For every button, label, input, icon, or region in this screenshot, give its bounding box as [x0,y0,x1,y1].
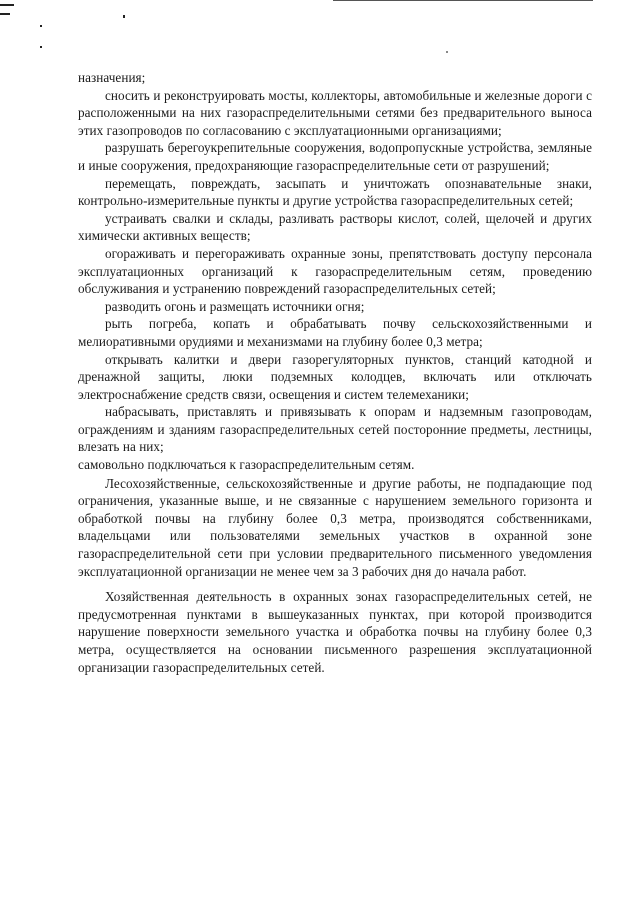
paragraph: сносить и реконструировать мосты, коллекторы, автомобильные и железные дороги с расположенными на них газораспределительными сетями без предварительного выноса этих газопроводов по согласованию с эксплуатационными организациями; [78,87,592,138]
scan-dot [446,51,448,53]
scan-edge-mark [0,13,10,15]
paragraph: огораживать и перегораживать охранные зоны, препятствовать доступу персонала эксплуатационных организаций к газораспределительным сетям, проведению обслуживания и устранению повреждений газораспределительных сетей; [78,245,592,297]
scan-edge-mark [0,4,14,6]
scan-dot [40,25,42,27]
paragraph: рыть погреба, копать и обрабатывать почву сельскохозяйственными и мелиоративными орудиями и механизмами на глубину более 0,3 метра; [78,316,592,349]
paragraph: самовольно подключаться к газораспределительным сетям. [78,457,415,473]
paragraph: перемещать, повреждать, засыпать и уничтожать опознавательные знаки, контрольно-измерительные пункты и другие устройства газораспределительных сетей; [78,175,592,209]
paragraph: устраивать свалки и склады, разливать растворы кислот, солей, щелочей и других химически активных веществ; [78,210,592,244]
paragraph: набрасывать, приставлять и привязывать к опорам и надземным газопроводам, ограждениям и зданиям газораспределительных сетей посторонние предметы, лестницы, влезать на них; [78,404,592,455]
document-body [78,69,592,676]
paragraph: Хозяйственная деятельность в охранных зонах газораспределительных сетей, не предусмотренная пунктами в вышеуказанных пунктах, при которой производится нарушение поверхности земельного участка и обработка почвы на глубину более 0,3 метра, осуществляется на основании письменного разрешения эксплуатационной организации газораспределительных сетей. [78,589,592,675]
scan-dot [123,15,125,18]
paragraph: назначения; [78,70,146,85]
scan-dot [40,46,42,48]
paragraph: Лесохозяйственные, сельскохозяйственные и другие работы, не подпадающие под ограничения, указанные выше, и не связанные с нарушением земельного горизонта и обработкой почвы на глубину более 0,3 метра, производятся собственниками, владельцами или пользователями земельных участков в охранной зоне газораспределительной сети при условии предварительного письменного уведомления эксплуатационной организации не менее чем за 3 рабочих дня до начала работ. [78,475,592,579]
scan-top-line [333,0,593,1]
paragraph: разрушать берегоукрепительные сооружения, водопропускные устройства, земляные и иные сооружения, предохраняющие газораспределительные сети от разрушений; [78,140,592,173]
paragraph: разводить огонь и размещать источники огня; [105,298,365,314]
paragraph: открывать калитки и двери газорегуляторных пунктов, станций катодной и дренажной защиты, люки подземных колодцев, включать или отключать электроснабжение средств связи, освещения и систем телемеханики; [78,351,592,402]
